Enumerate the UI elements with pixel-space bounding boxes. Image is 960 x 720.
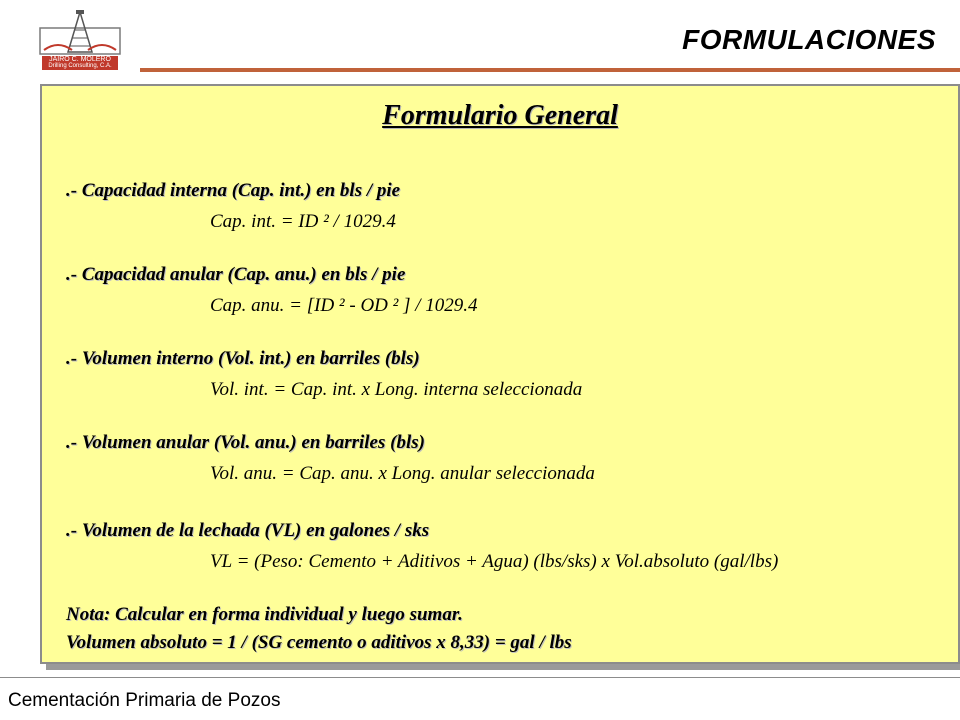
company-logo	[38, 10, 122, 72]
item-formula: VL = (Peso: Cemento + Aditivos + Agua) (lbs/sks) x Vol.absoluto (gal/lbs)	[210, 551, 779, 572]
item-heading: .- Volumen interno (Vol. int.) en barriles (bls)	[66, 348, 420, 369]
header-divider	[140, 68, 960, 72]
box-title: Formulario General	[382, 100, 618, 131]
formula-box	[40, 84, 960, 664]
note-text: Nota: Calcular en forma individual y luego sumar.	[66, 604, 463, 625]
footer-text: Cementación Primaria de Pozos	[8, 690, 281, 711]
item-heading: .- Volumen de la lechada (VL) en galones / sks	[66, 520, 430, 541]
item-heading: .- Capacidad anular (Cap. anu.) en bls / pie	[66, 264, 406, 285]
item-heading: .- Volumen anular (Vol. anu.) en barriles (bls)	[66, 432, 425, 453]
page-title: FORMULACIONES	[682, 24, 936, 55]
logo-subtitle: Drilling Consulting, C.A.	[48, 63, 112, 69]
item-formula: Cap. int. = ID ² / 1029.4	[210, 211, 396, 232]
item-formula: Cap. anu. = [ID ² - OD ² ] / 1029.4	[210, 295, 478, 316]
item-formula: Vol. anu. = Cap. anu. x Long. anular seleccionada	[210, 463, 595, 484]
logo-name: JAIRO C. MOLERO	[49, 56, 111, 63]
note-text: Volumen absoluto = 1 / (SG cemento o aditivos x 8,33) = gal / lbs	[66, 632, 572, 653]
footer-divider	[0, 677, 960, 678]
item-heading: .- Capacidad interna (Cap. int.) en bls / pie	[66, 180, 401, 201]
item-formula: Vol. int. = Cap. int. x Long. interna seleccionada	[210, 379, 583, 400]
